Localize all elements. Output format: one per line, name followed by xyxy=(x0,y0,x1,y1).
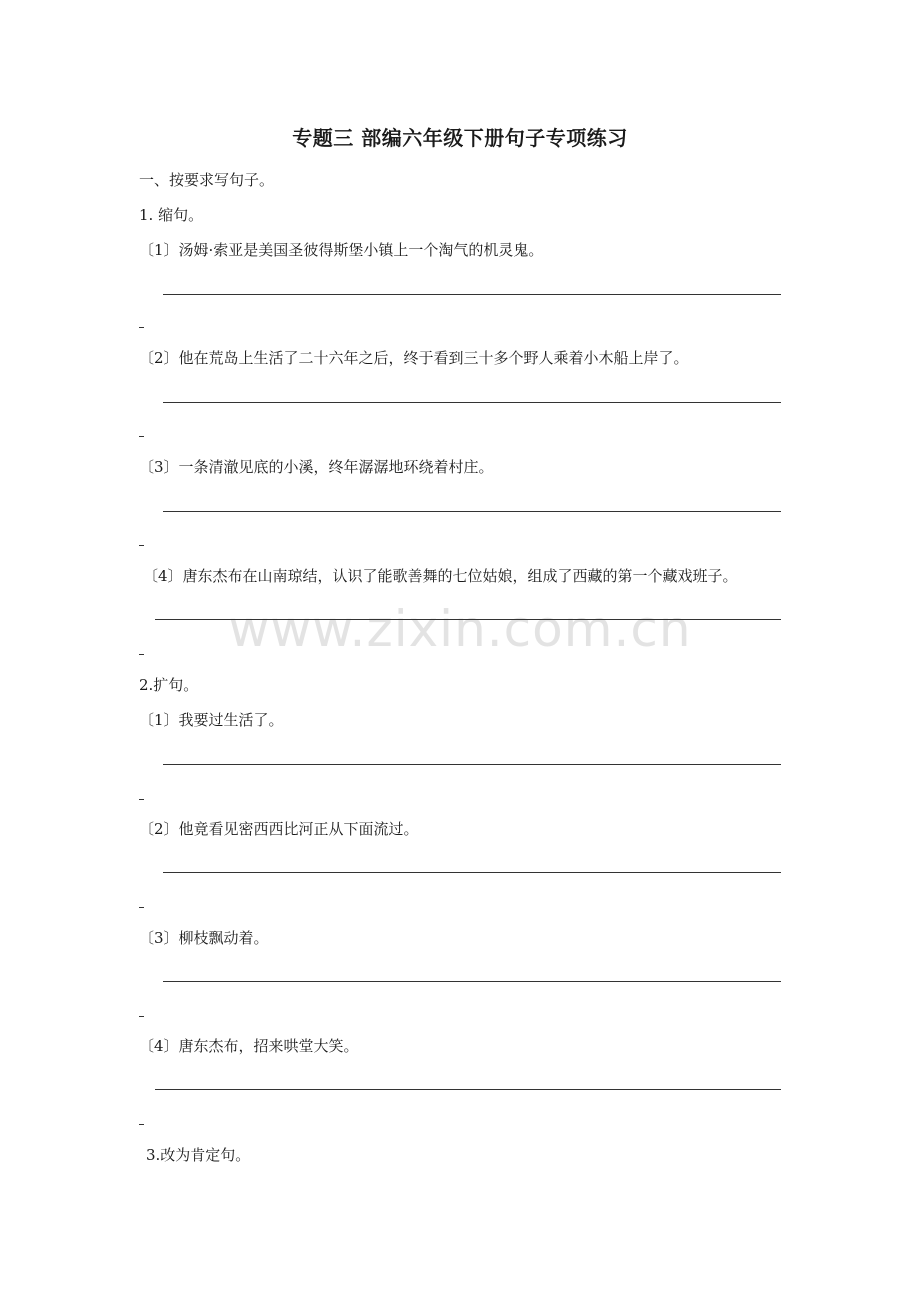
answer-line[interactable] xyxy=(163,511,781,512)
answer-line[interactable] xyxy=(163,402,781,403)
page-title: 专题三 部编六年级下册句子专项练习 xyxy=(292,126,628,150)
section-heading: 一、按要求写句子。 xyxy=(139,171,275,189)
question-item: 〔4〕唐东杰布在山南琼结，认识了能歌善舞的七位姑娘，组成了西藏的第一个藏戏班子。 xyxy=(143,567,738,585)
line-mark xyxy=(139,799,144,800)
answer-line[interactable] xyxy=(155,1089,781,1090)
question-item: 〔2〕他竟看见密西西比河正从下面流过。 xyxy=(139,820,419,838)
answer-line[interactable] xyxy=(163,981,781,982)
line-mark xyxy=(139,327,144,328)
question-item: 〔3〕柳枝飘动着。 xyxy=(139,929,269,947)
line-mark xyxy=(139,654,144,655)
question-item: 〔2〕他在荒岛上生活了二十六年之后，终于看到三十多个野人乘着小木船上岸了。 xyxy=(139,349,689,367)
question-item: 〔4〕唐东杰布，招来哄堂大笑。 xyxy=(139,1037,359,1055)
answer-line[interactable] xyxy=(155,619,781,620)
watermark: www.zixin.com.cn xyxy=(228,600,692,658)
line-mark xyxy=(139,1016,144,1017)
answer-line[interactable] xyxy=(163,294,781,295)
answer-line[interactable] xyxy=(163,764,781,765)
answer-line[interactable] xyxy=(163,872,781,873)
line-mark xyxy=(139,907,144,908)
question-item: 〔1〕汤姆·索亚是美国圣彼得斯堡小镇上一个淘气的机灵鬼。 xyxy=(139,241,544,259)
line-mark xyxy=(139,436,144,437)
question-label: 3.改为肯定句。 xyxy=(146,1146,251,1164)
question-item: 〔3〕一条清澈见底的小溪，终年潺潺地环绕着村庄。 xyxy=(139,458,494,476)
line-mark xyxy=(139,545,144,546)
line-mark xyxy=(139,1124,144,1125)
question-label: 2.扩句。 xyxy=(139,676,199,694)
question-label: 1. 缩句。 xyxy=(139,206,204,224)
question-item: 〔1〕我要过生活了。 xyxy=(139,711,284,729)
